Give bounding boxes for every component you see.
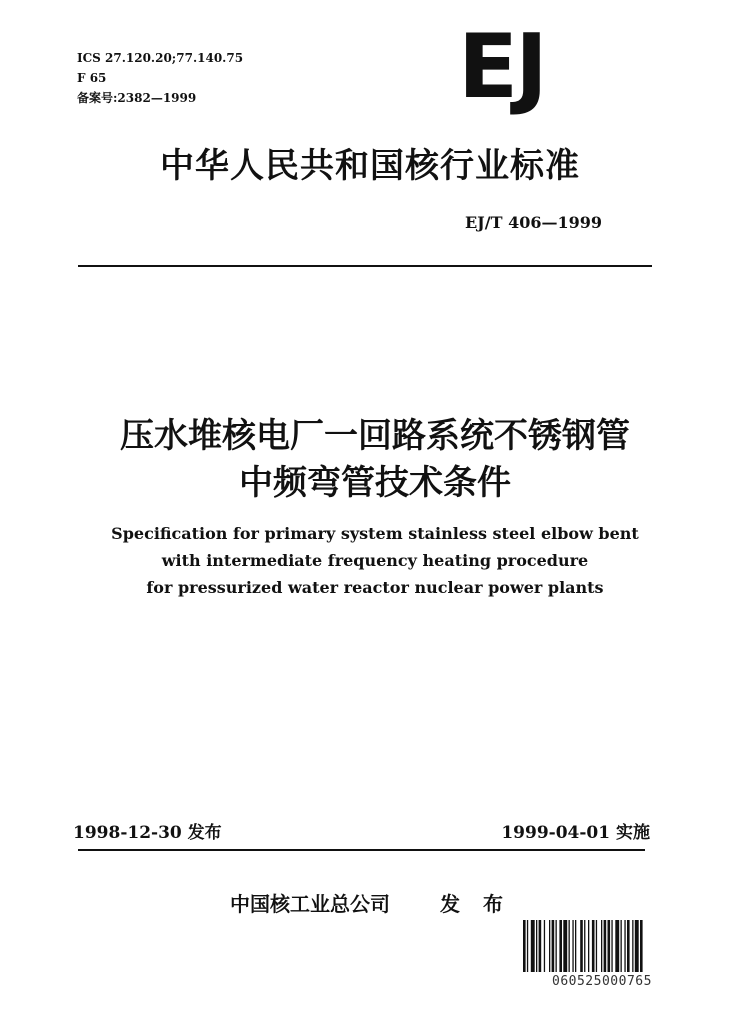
title-cn-line2: 中频弯管技术条件: [239, 463, 511, 503]
implement-date: 1999-04-01 实施: [501, 823, 650, 843]
barcode-bar: [549, 920, 550, 972]
barcode-bar: [632, 920, 633, 972]
filing-number: 备案号:2382—1999: [77, 91, 197, 105]
barcode-number: 060525000765: [552, 974, 652, 989]
top-divider: [78, 265, 652, 267]
barcode-bar: [584, 920, 585, 972]
title-en-line2: with intermediate frequency heating procedure: [161, 551, 589, 570]
barcode-bar: [624, 920, 625, 972]
barcode-bar: [536, 920, 537, 972]
barcode-bar: [615, 920, 619, 972]
barcode-bar: [523, 920, 526, 972]
barcode-bar: [531, 920, 535, 972]
barcode-bar: [640, 920, 643, 972]
ics-code: ICS 27.120.20;77.140.75: [77, 51, 244, 65]
barcode-bar: [627, 920, 630, 972]
barcode-bar: [552, 920, 555, 972]
barcode-bar: [539, 920, 542, 972]
barcode-bar: [559, 920, 562, 972]
barcode-bar: [611, 920, 612, 972]
barcode-bar: [588, 920, 589, 972]
publisher-name: 中国核工业总公司: [230, 892, 390, 916]
barcode-bar: [556, 920, 557, 972]
title-en-line3: for pressurized water reactor nuclear power plants: [146, 578, 604, 597]
title-cn-line1: 压水堆核电厂一回路系统不锈钢管: [120, 416, 630, 456]
barcode-bar: [608, 920, 611, 972]
title-en-line1: Specification for primary system stainless steel elbow bent: [111, 524, 639, 543]
barcode-bar: [569, 920, 570, 972]
bottom-divider: [78, 849, 645, 851]
barcode-bar: [592, 920, 595, 972]
barcode-bar: [527, 920, 528, 972]
barcode-bar: [580, 920, 583, 972]
barcode-bar: [572, 920, 573, 972]
barcode-bar: [596, 920, 597, 972]
org-title: 中华人民共和国核行业标准: [160, 146, 580, 186]
barcode-bar: [621, 920, 622, 972]
barcode-bar: [575, 920, 576, 972]
classification-block: [77, 48, 243, 108]
barcode-icon: [523, 920, 680, 972]
ccs-code: F 65: [77, 71, 107, 85]
barcode-bar: [604, 920, 607, 972]
ej-logo: EJ: [458, 15, 545, 118]
barcode-bar: [601, 920, 602, 972]
publish-label: 发 布: [440, 892, 511, 916]
barcode-bar: [635, 920, 639, 972]
barcode-bar: [544, 920, 545, 972]
barcode-bar: [563, 920, 567, 972]
standard-code: EJ/T 406—1999: [464, 213, 602, 232]
title-en: [60, 520, 690, 601]
issue-date: 1998-12-30 发布: [73, 823, 222, 843]
